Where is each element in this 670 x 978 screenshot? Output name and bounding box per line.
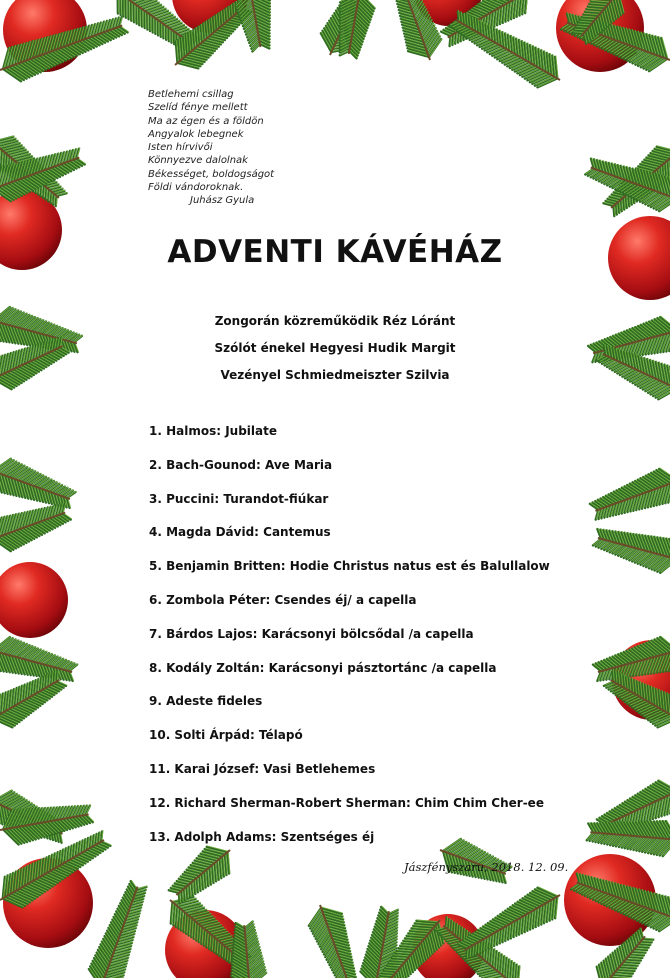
credit-solo: Szólót énekel Hegyesi Hudik Margit (214, 341, 456, 355)
program-item: 2. Bach-Gounod: Ave Maria (149, 457, 333, 472)
program-item: 5. Benjamin Britten: Hodie Christus natus est és Balullalow (149, 559, 550, 574)
poem-line: Angyalok lebegnek (148, 128, 244, 140)
ornament-ball (0, 562, 68, 638)
pine-branch (89, 880, 147, 978)
pine-branch (0, 503, 72, 551)
performers (0, 313, 670, 394)
pine-branch (236, 0, 271, 51)
program-item: 3. Puccini: Turandot-fiúkar (149, 491, 329, 506)
place-date: Jászfényszaru, 2018. 12. 09. (404, 860, 569, 874)
page-title: ADVENTI KÁVÉHÁZ (167, 234, 503, 270)
poem-line: Szelíd fénye mellett (148, 102, 248, 114)
pine-branch (0, 671, 67, 728)
program-list (149, 423, 550, 862)
poem-line: Betlehemi csillag (148, 89, 234, 100)
pine-branch (593, 528, 670, 573)
program-item: 11. Karai József: Vasi Betlehemes (149, 761, 376, 776)
pine-branch (340, 0, 375, 58)
pine-branch (590, 468, 670, 519)
pine-branch (309, 905, 357, 978)
poem-line: Könnyezve dalolnak (148, 155, 248, 167)
pine-branch (587, 820, 670, 856)
pine-branch (0, 458, 76, 508)
poem (148, 88, 274, 208)
program-item: 6. Zombola Péter: Csendes éj/ a capella (149, 592, 417, 607)
poem-line: Isten hírvivői (148, 142, 213, 154)
program-item: 12. Richard Sherman-Robert Sherman: Chim Chim Cher-ee (149, 795, 544, 810)
program-item: 8. Kodály Zoltán: Karácsonyi pásztortánc /a capella (149, 660, 497, 675)
credit-conductor: Vezényel Schmiedmeiszter Szilvia (220, 368, 450, 382)
poem-author: Juhász Gyula (190, 195, 255, 207)
poem-line: Békességet, boldogságot (148, 168, 275, 180)
program-item: 1. Halmos: Jubilate (149, 424, 278, 438)
program-item: 13. Adolph Adams: Szentséges éj (149, 829, 375, 844)
pine-branch (0, 636, 78, 681)
program-item: 7. Bárdos Lajos: Karácsonyi bölcsődal /a capella (149, 626, 474, 641)
poem-line: Ma az égen és a földön (148, 115, 264, 127)
pine-branch (231, 921, 266, 978)
program-item: 4. Magda Dávid: Cantemus (149, 525, 331, 540)
credit-piano: Zongorán közreműködik Réz Lóránt (214, 314, 456, 328)
program-item: 9. Adeste fideles (149, 694, 263, 709)
poem-line: Földi vándoroknak. (148, 182, 244, 194)
pine-branch (458, 887, 560, 959)
program-item: 10. Solti Árpád: Télapó (149, 728, 303, 743)
